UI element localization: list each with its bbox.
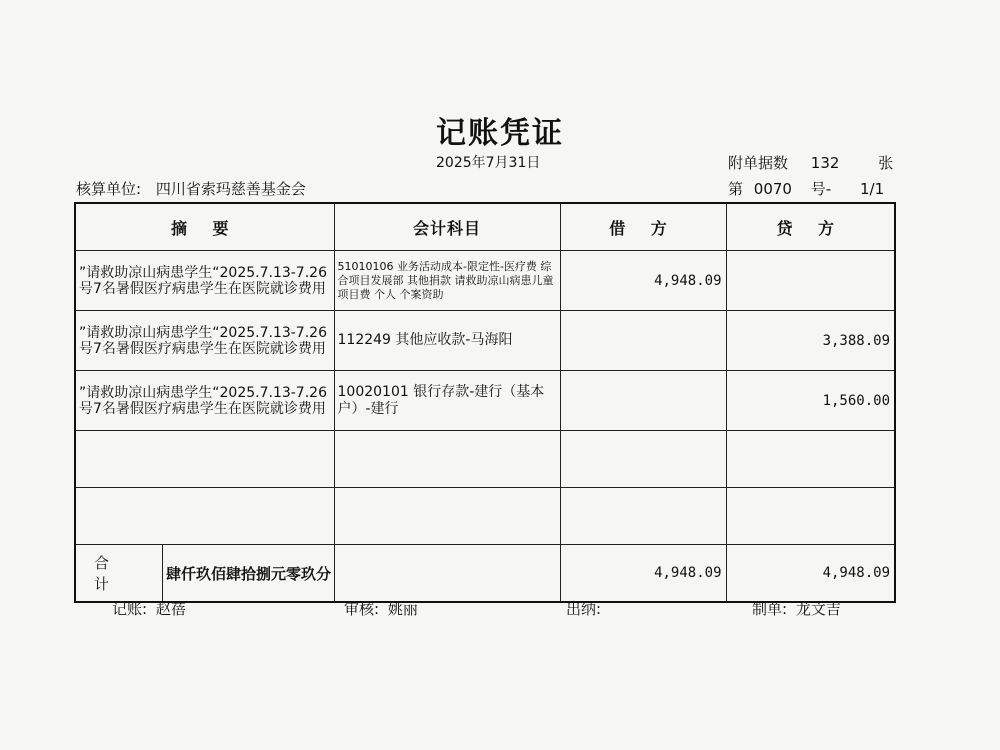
total-cell — [75, 545, 334, 603]
reviewer-name: 姚丽 — [387, 600, 418, 618]
total-label: 合 计 — [76, 545, 163, 601]
entry-credit — [726, 251, 895, 311]
entry-account: 112249 其他应收款-马海阳 — [334, 311, 560, 371]
reviewer-sign: 审核: 姚丽 — [344, 600, 418, 618]
voucher-number-value: 0070 — [753, 180, 792, 198]
preparer-name: 龙文吉 — [795, 600, 841, 618]
blank-row — [75, 431, 895, 488]
voucher-table — [74, 202, 896, 603]
unit-label: 核算单位: — [76, 180, 142, 198]
total-in-words: 肆仟玖佰肆拾捌元零玖分 — [166, 564, 332, 583]
attachments-count: 132 — [810, 154, 840, 172]
accounting-unit — [76, 178, 306, 199]
voucher-number — [728, 178, 884, 199]
entry-account: 10020101 银行存款-建行（基本户）-建行 — [334, 371, 560, 431]
total-credit: 4,948.09 — [726, 545, 895, 603]
table-row — [75, 371, 895, 431]
blank-row — [75, 488, 895, 545]
entry-debit: 4,948.09 — [560, 251, 726, 311]
entry-summary: ”请救助凉山病患学生“2025.7.13-7.26号7名暑假医疗病患学生在医院就诊费用 — [75, 371, 334, 431]
bookkeeper-name: 赵蓓 — [155, 600, 186, 618]
entry-account: 51010106 业务活动成本-限定性-医疗费 综合项目发展部 其他捐款 请救助凉山病患儿童 项目费 个人 个案资助 — [334, 251, 560, 311]
table-row — [75, 251, 895, 311]
unit-name: 四川省索玛慈善基金会 — [155, 180, 306, 198]
attachments-label: 附单据数 — [728, 154, 789, 172]
preparer-sign: 制单: 龙文吉 — [752, 600, 841, 618]
header-account: 会计科目 — [334, 203, 560, 251]
entry-summary: ”请救助凉山病患学生“2025.7.13-7.26号7名暑假医疗病患学生在医院就诊费用 — [75, 251, 334, 311]
total-row — [75, 545, 895, 603]
entry-debit — [560, 311, 726, 371]
entry-summary: ”请救助凉山病患学生“2025.7.13-7.26号7名暑假医疗病患学生在医院就诊费用 — [75, 311, 334, 371]
header-debit: 借 方 — [560, 203, 726, 251]
voucher-page: 1/1 — [859, 180, 885, 198]
entry-debit — [560, 371, 726, 431]
entry-credit: 3,388.09 — [726, 311, 895, 371]
attachments-info — [728, 152, 893, 173]
attachments-unit: 张 — [878, 154, 894, 172]
voucher-suffix: 号- — [810, 180, 832, 198]
bookkeeper-sign: 记账: 赵蓓 — [112, 600, 186, 618]
table-row — [75, 311, 895, 371]
header-credit: 贷 方 — [726, 203, 895, 251]
voucher-title: 记账凭证 — [436, 116, 564, 151]
table-header — [75, 203, 895, 251]
voucher-prefix: 第 — [728, 180, 744, 198]
total-debit: 4,948.09 — [560, 545, 726, 603]
entry-credit: 1,560.00 — [726, 371, 895, 431]
header-summary: 摘 要 — [75, 203, 334, 251]
voucher-date: 2025年7月31日 — [436, 155, 541, 171]
cashier-sign: 出纳: — [566, 600, 602, 618]
